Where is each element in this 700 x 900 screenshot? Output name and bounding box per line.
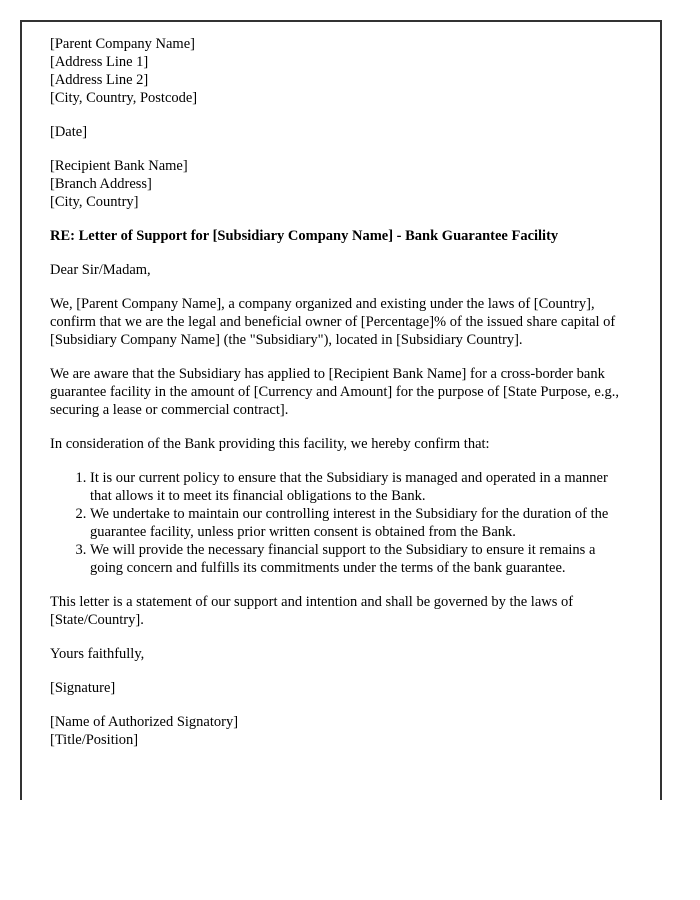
sender-address-line-2: [Address Line 2] bbox=[50, 72, 149, 88]
recipient-address-block bbox=[50, 157, 632, 211]
confirmation-item-2: 2. We undertake to maintain our controlling interest in the Subsidiary for the duration of the guarantee facility, unless prior written consent is obtained from the Bank. bbox=[90, 505, 632, 541]
signatory-name: [Name of Authorized Signatory] bbox=[50, 714, 239, 730]
salutation: Dear Sir/Madam, bbox=[50, 262, 151, 278]
signatory-block bbox=[50, 713, 632, 749]
signatory-title: [Title/Position] bbox=[50, 732, 139, 748]
paragraph-awareness: We are aware that the Subsidiary has applied to [Recipient Bank Name] for a cross-border bank guarantee facility in the amount of [Currency and Amount] for the purpose of [State Purpose, e.g., securing a lease or commercial contract]. bbox=[50, 366, 619, 418]
sender-address-block bbox=[50, 35, 632, 107]
valediction: Yours faithfully, bbox=[50, 646, 145, 662]
sender-address-line-1: [Address Line 1] bbox=[50, 54, 149, 70]
sender-city-country-postcode: [City, Country, Postcode] bbox=[50, 90, 198, 106]
sender-company-name: [Parent Company Name] bbox=[50, 36, 195, 52]
subject-line: RE: Letter of Support for [Subsidiary Company Name] - Bank Guarantee Facility bbox=[50, 228, 559, 244]
letter-page bbox=[20, 20, 662, 800]
recipient-branch-address: [Branch Address] bbox=[50, 176, 152, 192]
recipient-city-country: [City, Country] bbox=[50, 194, 139, 210]
recipient-bank-name: [Recipient Bank Name] bbox=[50, 158, 188, 174]
paragraph-governing-law: This letter is a statement of our support and intention and shall be governed by the laws of [State/Country]. bbox=[50, 594, 574, 628]
letter-date: [Date] bbox=[50, 124, 88, 140]
paragraph-consideration-intro: In consideration of the Bank providing this facility, we hereby confirm that: bbox=[50, 436, 490, 452]
confirmation-item-3: 3. We will provide the necessary financial support to the Subsidiary to ensure it remains a going concern and fulfills its commitments under the terms of the bank guarantee. bbox=[90, 541, 632, 577]
confirmation-list bbox=[50, 469, 632, 577]
confirmation-item-1: 1. It is our current policy to ensure that the Subsidiary is managed and operated in a manner that allows it to meet its financial obligations to the Bank. bbox=[90, 469, 632, 505]
paragraph-ownership: We, [Parent Company Name], a company organized and existing under the laws of [Country], confirm that we are the legal and beneficial owner of [Percentage]% of the issued share capital of [Subsidiary Company Name] (the "Subsidiary"), located in [Subsidiary Country]. bbox=[50, 296, 616, 348]
signature-placeholder: [Signature] bbox=[50, 680, 116, 696]
